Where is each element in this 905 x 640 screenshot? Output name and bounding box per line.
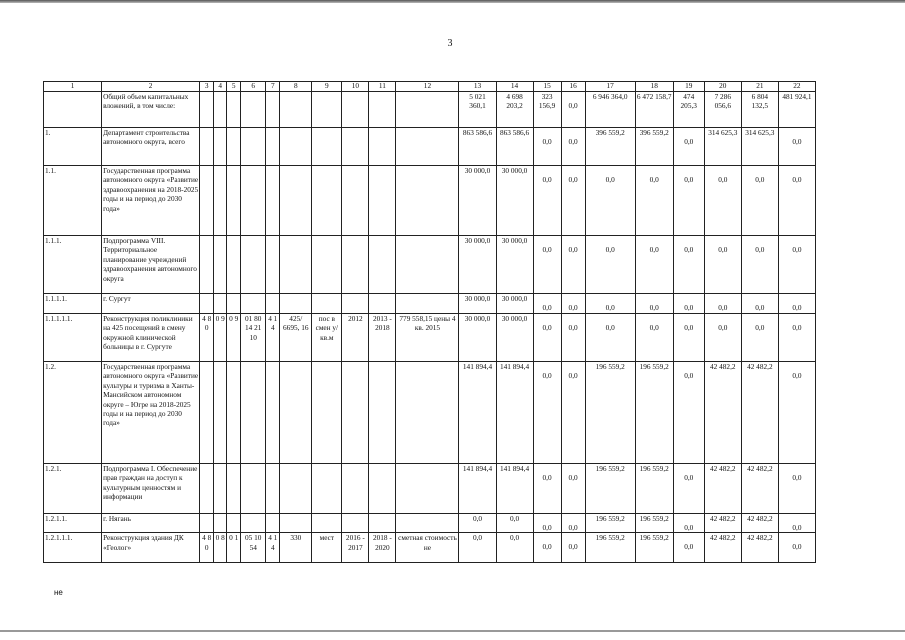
table-row xyxy=(44,92,816,128)
table-cell: 0,0 xyxy=(561,92,585,128)
table-cell xyxy=(396,464,459,514)
table-cell: 0,0 xyxy=(635,236,673,294)
table-cell xyxy=(227,236,241,294)
table-cell: 0,0 xyxy=(635,166,673,236)
table-cell: 474 205,3 xyxy=(673,92,704,128)
table-cell xyxy=(280,514,312,533)
table-cell: 0,0 xyxy=(778,166,815,236)
table-cell xyxy=(369,294,396,314)
table-cell xyxy=(342,128,369,166)
table-cell xyxy=(369,166,396,236)
table-cell xyxy=(342,362,369,464)
table-cell xyxy=(396,362,459,464)
table-cell: 0,0 xyxy=(533,314,561,362)
table-cell: 0,0 xyxy=(778,128,815,166)
table-cell: 196 559,2 xyxy=(585,514,635,533)
table-cell: 0,0 xyxy=(778,236,815,294)
table-cell: 1.1.1.1.1. xyxy=(44,314,102,362)
table-cell: 0,0 xyxy=(778,514,815,533)
table-cell xyxy=(342,166,369,236)
table-cell xyxy=(214,464,227,514)
table-cell: 141 894,4 xyxy=(459,464,496,514)
table-cell xyxy=(280,362,312,464)
column-number-cell: 18 xyxy=(635,82,673,92)
table-cell xyxy=(369,464,396,514)
table-cell xyxy=(227,166,241,236)
footer-mark: не xyxy=(54,588,63,597)
table-row xyxy=(44,533,816,563)
table-cell: 0,0 xyxy=(459,533,496,563)
table-cell: 0,0 xyxy=(673,166,704,236)
table-cell: пос в смен у/ кв.м xyxy=(312,314,342,362)
column-number-cell: 4 xyxy=(214,82,227,92)
table-cell: Реконструкция поликлиники на 425 посещений в смену окружной клинической больницы в г. Сургуте xyxy=(102,314,200,362)
table-cell xyxy=(342,294,369,314)
column-number-cell: 6 xyxy=(241,82,266,92)
table-cell: 425/ 6695, 16 xyxy=(280,314,312,362)
table-cell: 0,0 xyxy=(673,533,704,563)
table-cell: 0,0 xyxy=(635,294,673,314)
table-cell: 1.1. xyxy=(44,166,102,236)
table-cell xyxy=(214,362,227,464)
table-cell: 396 559,2 xyxy=(635,128,673,166)
table-cell: 1.2. xyxy=(44,362,102,464)
table-cell: 1. xyxy=(44,128,102,166)
table-cell: 30 000,0 xyxy=(459,294,496,314)
table-cell: 42 482,2 xyxy=(704,464,741,514)
table-cell xyxy=(312,514,342,533)
table-cell xyxy=(342,236,369,294)
column-number-cell: 8 xyxy=(280,82,312,92)
table-cell xyxy=(266,92,280,128)
table-cell: 0,0 xyxy=(533,294,561,314)
table-cell: 30 000,0 xyxy=(459,166,496,236)
table-cell xyxy=(369,514,396,533)
table-cell xyxy=(200,464,214,514)
table-cell xyxy=(200,362,214,464)
table-cell: 0,0 xyxy=(673,236,704,294)
table-cell xyxy=(342,514,369,533)
table-cell: 0,0 xyxy=(533,166,561,236)
table-cell: 0,0 xyxy=(561,128,585,166)
table-cell: 42 482,2 xyxy=(704,533,741,563)
table-cell: г. Сургут xyxy=(102,294,200,314)
table-cell xyxy=(312,294,342,314)
table-cell: 0,0 xyxy=(533,464,561,514)
page-number: 3 xyxy=(447,38,453,49)
table-row xyxy=(44,294,816,314)
table-cell xyxy=(396,514,459,533)
table-cell: 196 559,2 xyxy=(635,533,673,563)
table-cell: сметная стоимость не xyxy=(396,533,459,563)
table-cell: 141 894,4 xyxy=(496,362,533,464)
table-cell xyxy=(369,92,396,128)
table-cell xyxy=(312,128,342,166)
column-number-cell: 3 xyxy=(200,82,214,92)
table-cell xyxy=(396,92,459,128)
table-cell: 30 000,0 xyxy=(496,294,533,314)
table-cell: 314 625,3 xyxy=(704,128,741,166)
table-cell xyxy=(227,362,241,464)
table-cell xyxy=(312,92,342,128)
column-number-cell: 15 xyxy=(533,82,561,92)
table-cell: 0,0 xyxy=(533,128,561,166)
table-cell: 0,0 xyxy=(561,362,585,464)
table-cell: 6 804 132,5 xyxy=(741,92,778,128)
table-cell: 30 000,0 xyxy=(459,314,496,362)
table-cell xyxy=(280,92,312,128)
table-cell: Подпрограмма VIII. Территориальное планирование учреждений здравоохранения автономного округа xyxy=(102,236,200,294)
table-cell: 396 559,2 xyxy=(585,128,635,166)
table-cell: 6 946 364,0 xyxy=(585,92,635,128)
table-cell: 2013 - 2018 xyxy=(369,314,396,362)
column-number-cell: 20 xyxy=(704,82,741,92)
table-cell xyxy=(44,92,102,128)
table-cell: Реконструкция здания ДК «Геолог» xyxy=(102,533,200,563)
table-cell: 0,0 xyxy=(533,533,561,563)
table-cell: 42 482,2 xyxy=(741,514,778,533)
table-row xyxy=(44,514,816,533)
table-cell xyxy=(200,236,214,294)
table-cell xyxy=(241,236,266,294)
table-cell xyxy=(280,166,312,236)
table-cell xyxy=(214,128,227,166)
table-cell: 0,0 xyxy=(585,294,635,314)
table-cell xyxy=(369,128,396,166)
table-cell: 0,0 xyxy=(561,236,585,294)
table-cell: 0,0 xyxy=(585,166,635,236)
table-cell: 779 558,15 цены 4 кв. 2015 xyxy=(396,314,459,362)
table-cell xyxy=(241,362,266,464)
table-cell: 0,0 xyxy=(778,464,815,514)
table-cell: 0,0 xyxy=(585,314,635,362)
table-cell: 0,0 xyxy=(673,464,704,514)
table-cell: 0,0 xyxy=(778,362,815,464)
table-cell: 863 586,6 xyxy=(459,128,496,166)
table-cell: 0,0 xyxy=(459,514,496,533)
table-cell xyxy=(241,464,266,514)
table-cell: 0,0 xyxy=(704,314,741,362)
table-cell xyxy=(241,514,266,533)
table-cell xyxy=(396,128,459,166)
table-cell xyxy=(241,166,266,236)
table-cell: 1.2.1.1. xyxy=(44,514,102,533)
table-cell xyxy=(241,294,266,314)
table-cell: Общий объем капитальных вложений, в том числе: xyxy=(102,92,200,128)
table-cell: 1.2.1.1.1. xyxy=(44,533,102,563)
column-number-cell: 1 xyxy=(44,82,102,92)
table-cell xyxy=(266,236,280,294)
table-cell: 0,0 xyxy=(673,294,704,314)
table-cell: 0,0 xyxy=(496,514,533,533)
column-number-cell: 10 xyxy=(342,82,369,92)
table-cell: 0,0 xyxy=(704,294,741,314)
column-number-cell: 22 xyxy=(778,82,815,92)
table-cell xyxy=(312,166,342,236)
table-cell xyxy=(280,294,312,314)
table-cell: 0,0 xyxy=(704,166,741,236)
table-cell xyxy=(241,128,266,166)
table-cell: 4 8 0 xyxy=(200,533,214,563)
table-cell: 0,0 xyxy=(533,236,561,294)
table-cell: 330 xyxy=(280,533,312,563)
table-cell xyxy=(200,92,214,128)
table-cell: 0 9 xyxy=(227,314,241,362)
table-cell: 196 559,2 xyxy=(585,533,635,563)
column-number-cell: 5 xyxy=(227,82,241,92)
table-cell: 0,0 xyxy=(561,464,585,514)
table-cell: 0,0 xyxy=(533,362,561,464)
table-cell xyxy=(312,362,342,464)
table-cell: 196 559,2 xyxy=(585,464,635,514)
table-cell: 4 698 203,2 xyxy=(496,92,533,128)
table-cell: 314 625,3 xyxy=(741,128,778,166)
table-cell: г. Нягань xyxy=(102,514,200,533)
table-cell: 5 021 360,1 xyxy=(459,92,496,128)
table-cell: Государственная программа автономного округа «Развитие культуры и туризма в Ханты-Мансийском автономном округе – Югре на 2018-2025 годы и на период до 2030 года» xyxy=(102,362,200,464)
table-row xyxy=(44,464,816,514)
column-number-row xyxy=(44,82,816,92)
table-cell: 141 894,4 xyxy=(496,464,533,514)
table-cell: 30 000,0 xyxy=(496,166,533,236)
table-cell: 42 482,2 xyxy=(741,362,778,464)
table-cell xyxy=(200,294,214,314)
table-cell: 42 482,2 xyxy=(741,533,778,563)
table-cell: 0,0 xyxy=(585,236,635,294)
table-cell: 0,0 xyxy=(704,236,741,294)
table-cell xyxy=(241,92,266,128)
table-cell: 4 1 4 xyxy=(266,314,280,362)
table-cell xyxy=(369,236,396,294)
table-cell: 0 1 xyxy=(227,533,241,563)
capital-investments-table xyxy=(43,81,816,563)
table-cell: 196 559,2 xyxy=(635,362,673,464)
table-cell xyxy=(227,128,241,166)
table-cell xyxy=(396,236,459,294)
table-cell: Государственная программа автономного округа «Развитие здравоохранения на 2018-2025 годы и на период до 2030 года» xyxy=(102,166,200,236)
table-cell xyxy=(227,514,241,533)
table-cell: 30 000,0 xyxy=(459,236,496,294)
table-cell: 481 924,1 xyxy=(778,92,815,128)
table-row xyxy=(44,166,816,236)
table-cell: 0,0 xyxy=(741,294,778,314)
column-number-cell: 17 xyxy=(585,82,635,92)
table-cell: Подпрограмма I. Обеспечение прав граждан на доступ к культурным ценностям и информации xyxy=(102,464,200,514)
column-number-cell: 14 xyxy=(496,82,533,92)
table-cell xyxy=(227,92,241,128)
column-number-cell: 13 xyxy=(459,82,496,92)
table-row xyxy=(44,314,816,362)
table-cell: 0,0 xyxy=(561,166,585,236)
table-cell: 863 586,6 xyxy=(496,128,533,166)
table-cell: 42 482,2 xyxy=(704,362,741,464)
table-cell: 0,0 xyxy=(673,362,704,464)
table-cell: 0,0 xyxy=(741,314,778,362)
column-number-cell: 16 xyxy=(561,82,585,92)
table-cell: 196 559,2 xyxy=(585,362,635,464)
table-cell: 42 482,2 xyxy=(741,464,778,514)
table-row xyxy=(44,128,816,166)
table-cell xyxy=(227,294,241,314)
table-cell: Департамент строительства автономного округа, всего xyxy=(102,128,200,166)
table-cell xyxy=(214,294,227,314)
table-cell: 42 482,2 xyxy=(704,514,741,533)
table-cell xyxy=(369,362,396,464)
table-cell xyxy=(214,236,227,294)
table-cell: 0,0 xyxy=(561,294,585,314)
table-cell: 2018 - 2020 xyxy=(369,533,396,563)
table-cell: 0,0 xyxy=(673,514,704,533)
table-cell: 0,0 xyxy=(741,236,778,294)
scan-edge-bottom xyxy=(0,630,905,632)
column-number-cell: 21 xyxy=(741,82,778,92)
table-row xyxy=(44,362,816,464)
table-cell: 0,0 xyxy=(778,314,815,362)
scan-edge-top xyxy=(0,0,905,3)
table-cell xyxy=(266,294,280,314)
table-cell xyxy=(280,464,312,514)
table-cell xyxy=(200,166,214,236)
table-cell xyxy=(266,514,280,533)
table-cell: 323 156,9 xyxy=(533,92,561,128)
table-cell xyxy=(266,464,280,514)
table-cell xyxy=(200,128,214,166)
table-cell: 7 286 056,6 xyxy=(704,92,741,128)
column-number-cell: 9 xyxy=(312,82,342,92)
table-cell: 0,0 xyxy=(673,128,704,166)
table-cell: 0,0 xyxy=(561,533,585,563)
table-cell xyxy=(266,362,280,464)
table-cell: 4 8 0 xyxy=(200,314,214,362)
table-cell: 0,0 xyxy=(561,314,585,362)
table-cell xyxy=(396,294,459,314)
table-cell: 0,0 xyxy=(561,514,585,533)
table-cell: 30 000,0 xyxy=(496,314,533,362)
table-cell: 196 559,2 xyxy=(635,514,673,533)
table-cell: 0 9 xyxy=(214,314,227,362)
table-cell: 0,0 xyxy=(673,314,704,362)
column-number-cell: 11 xyxy=(369,82,396,92)
table-cell: 0 8 xyxy=(214,533,227,563)
table-cell: 01 80 14 21 10 xyxy=(241,314,266,362)
table-cell: 2016 - 2017 xyxy=(342,533,369,563)
table-cell xyxy=(214,92,227,128)
table-cell xyxy=(227,464,241,514)
table-cell xyxy=(266,128,280,166)
column-number-cell: 12 xyxy=(396,82,459,92)
column-number-cell: 7 xyxy=(266,82,280,92)
table-cell: 141 894,4 xyxy=(459,362,496,464)
table-cell: 1.2.1. xyxy=(44,464,102,514)
table-cell xyxy=(280,236,312,294)
table-cell xyxy=(200,514,214,533)
table-cell: 0,0 xyxy=(533,514,561,533)
table-cell xyxy=(312,464,342,514)
table-cell xyxy=(342,92,369,128)
table-cell xyxy=(214,514,227,533)
table-cell: 05 10 54 xyxy=(241,533,266,563)
table-cell: 0,0 xyxy=(778,533,815,563)
table-cell: 2012 xyxy=(342,314,369,362)
table-cell xyxy=(396,166,459,236)
table-cell xyxy=(312,236,342,294)
table-row xyxy=(44,236,816,294)
table-cell xyxy=(266,166,280,236)
table-cell: 0,0 xyxy=(496,533,533,563)
table-cell: 196 559,2 xyxy=(635,464,673,514)
table-cell xyxy=(214,166,227,236)
table-cell xyxy=(342,464,369,514)
table-cell: 4 1 4 xyxy=(266,533,280,563)
table-cell: 1.1.1. xyxy=(44,236,102,294)
table-cell: 0,0 xyxy=(635,314,673,362)
column-number-cell: 19 xyxy=(673,82,704,92)
table-cell: 6 472 158,7 xyxy=(635,92,673,128)
table-cell: 0,0 xyxy=(741,166,778,236)
column-number-cell: 2 xyxy=(102,82,200,92)
table-cell: 30 000,0 xyxy=(496,236,533,294)
table-cell xyxy=(280,128,312,166)
table-cell: 1.1.1.1. xyxy=(44,294,102,314)
table-cell: 0,0 xyxy=(778,294,815,314)
table-cell: мест xyxy=(312,533,342,563)
